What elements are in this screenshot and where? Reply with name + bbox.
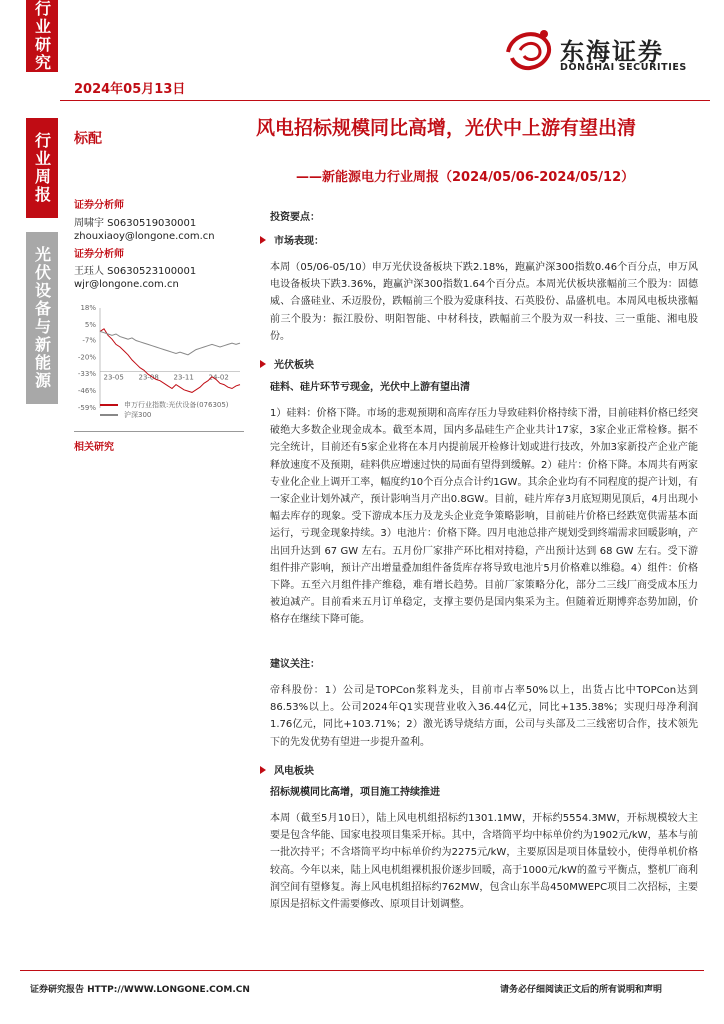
logo-cn: 东海证券 — [560, 38, 664, 66]
legend-swatch-hs300 — [100, 414, 118, 416]
analyst-2-name: 王珏人 S0630523100001 — [74, 266, 197, 277]
market-paragraph: 本周（05/06-05/10）申万光伏设备板块下跌2.18%，跑赢沪深300指数0.46个百分点，申万风电设备板块下跌3.36%，跑赢沪深300指数1.64个百分点。本周光伏板块涨幅前三个股为：固德威、合盛硅业、禾迈股份，跌幅前三个股为爱康科技、石英股份、晶盛机电。本周风电板块涨幅前三个股为：振江股份、明阳智能、中材科技，跌幅前三个股为双一科技、三一重能、湘电股份。 — [270, 262, 698, 342]
report-title: 风电招标规模同比高增，光伏中上游有望出清 — [256, 117, 637, 139]
chart-divider — [74, 431, 244, 432]
chart-plot — [74, 300, 244, 412]
section-market: 市场表现： — [260, 232, 324, 247]
pv-paragraph: 1）硅料：价格下降。市场的悲观预期和高库存压力导致硅料价格持续下滑，目前硅料价格已经突破绝大多数企业现金成本。截至本周，国内多晶硅生产企业共计17家，3家企业正常检修。据不完全统计，目前还有5家企业将在本月内提前展开检修计划或进行技改，外加3家新投产企业产能释放速度不及预期，硅料供应增速过快的局面有望得到缓解。2）硅片：价格下降。本周共有两家专业化企业上调开工率，幅度约10个百分点合计约1GW。其余企业均有不同程度的提产计划，有一家企业计划外减产，预计影响当月产出0.8GW。目前，硅片库存3月底短期见顶后，4月出现小幅去库存的现象。受下游成本压力及龙头企业竞争策略影响，目前硅片价格已经跌宽供需基本面运行，亏现金现象持续。3）电池片：价格下降。四月电池总排产规划受到终端需求回暖影响，产出回升达到 67 GW 左右。五月份厂家排产环比相对持稳，产出预计达到 68 GW 左右。受下游组件排产影响，预计产出增量叠加组件备货库存将导致电池片5月价格难以维稳。4）组件：价格下降。五至六月组件排产维稳，难有增长趋势。目前厂家策略分化，部分二三线厂商受成本压力被迫减产。目前看来五月订单稳定，支撑主要仍是国内集采为主。但随着近期博弈态势加剧，价格存在继续下降可能。 — [270, 408, 698, 626]
tab-weekly: 行业周报 — [26, 118, 58, 218]
tab-industry-research: 行业研究 — [26, 0, 58, 72]
y-tick-label: -46% — [77, 387, 96, 396]
footer-divider — [20, 970, 704, 971]
footer-right: 请务必仔细阅读正文后的所有说明和声明 — [500, 985, 663, 995]
legend-label-hs300: 沪深300 — [124, 411, 152, 419]
analyst-heading-2: 证券分析师 — [74, 249, 124, 260]
section-wind: 风电板块 — [260, 762, 314, 777]
series-line-hs300 — [100, 331, 240, 354]
arrow-icon — [260, 766, 266, 774]
related-research: 相关研究 — [74, 442, 114, 453]
analyst-heading-1: 证券分析师 — [74, 200, 124, 211]
performance-chart — [74, 300, 244, 430]
y-tick-label: 18% — [80, 304, 96, 312]
x-tick-label: 23-11 — [173, 373, 194, 382]
x-tick-label: 23-08 — [138, 373, 159, 382]
report-subtitle: ——新能源电力行业周报（2024/05/06-2024/05/12） — [296, 170, 635, 185]
analyst-1-email[interactable]: zhouxiaoy@longone.com.cn — [74, 231, 215, 242]
tab-sector: 光伏设备与新能源 — [26, 232, 58, 404]
x-tick-label: 23-05 — [103, 373, 124, 382]
series-line-pv — [100, 329, 240, 393]
y-tick-label: -33% — [77, 370, 96, 379]
analyst-2-email[interactable]: wjr@longone.com.cn — [74, 279, 179, 290]
suggest-heading: 建议关注： — [270, 659, 320, 670]
y-tick-label: 5% — [84, 320, 96, 329]
y-tick-label: -20% — [77, 353, 96, 362]
y-tick-label: -7% — [82, 336, 96, 345]
logo-en: DONGHAI SECURITIES — [560, 62, 687, 73]
legend-swatch-pv — [100, 404, 118, 406]
x-tick-label: 24-02 — [208, 373, 229, 382]
pv-subheading: 硅料、硅片环节亏现金，光伏中上游有望出清 — [270, 382, 470, 393]
investment-points-heading: 投资要点： — [270, 212, 320, 223]
y-tick-label: -59% — [77, 404, 96, 412]
legend-label-pv: 申万行业指数:光伏设备(076305) — [124, 401, 229, 409]
arrow-icon — [260, 236, 266, 244]
wind-subheading: 招标规模同比高增，项目施工持续推进 — [270, 787, 440, 798]
section-pv: 光伏板块 — [260, 356, 314, 371]
arrow-icon — [260, 360, 266, 368]
analyst-1-name: 周啸宇 S0630519030001 — [74, 218, 197, 229]
donghai-logo-icon — [500, 22, 556, 78]
suggest-paragraph: 帝科股份：1）公司是TOPCon浆料龙头，目前市占率50%以上，出货占比中TOPCon达到86.53%以上。公司2024年Q1实现营业收入36.44亿元，同比+135.38%；实现归母净利润1.76亿元，同比+103.71%；2）激光诱导烧结方面，公司与头部及二三线密切合作，技术领先下的先发优势有望进一步提升盈利。 — [270, 685, 698, 748]
footer-left[interactable]: 证券研究报告 HTTP://WWW.LONGONE.COM.CN — [30, 985, 250, 995]
wind-paragraph: 本周（截至5月10日），陆上风电机组招标约1301.1MW，开标约5554.3MW，开标规模较大主要是包含华能、国家电投项目集采开标。其中，含塔筒平均中标单价约为1902元/kW，基本与前一批次持平；不含塔筒平均中标单价约为2275元/kW，主要原因是项目体量较小，使得单机价格较高。今年以来，陆上风电机组裸机报价逐步回暖，高于1000元/kW的盈亏平衡点，整机厂商利润空间有望修复。海上风电机组招标约762MW，包含山东半岛450MWEPC项目二次招标，主要原因是招标文件需要修改、原项目计划调整。 — [270, 813, 698, 911]
header-divider — [60, 100, 710, 101]
rating: 标配 — [74, 131, 102, 147]
report-date: 2024年05月13日 — [74, 82, 186, 97]
